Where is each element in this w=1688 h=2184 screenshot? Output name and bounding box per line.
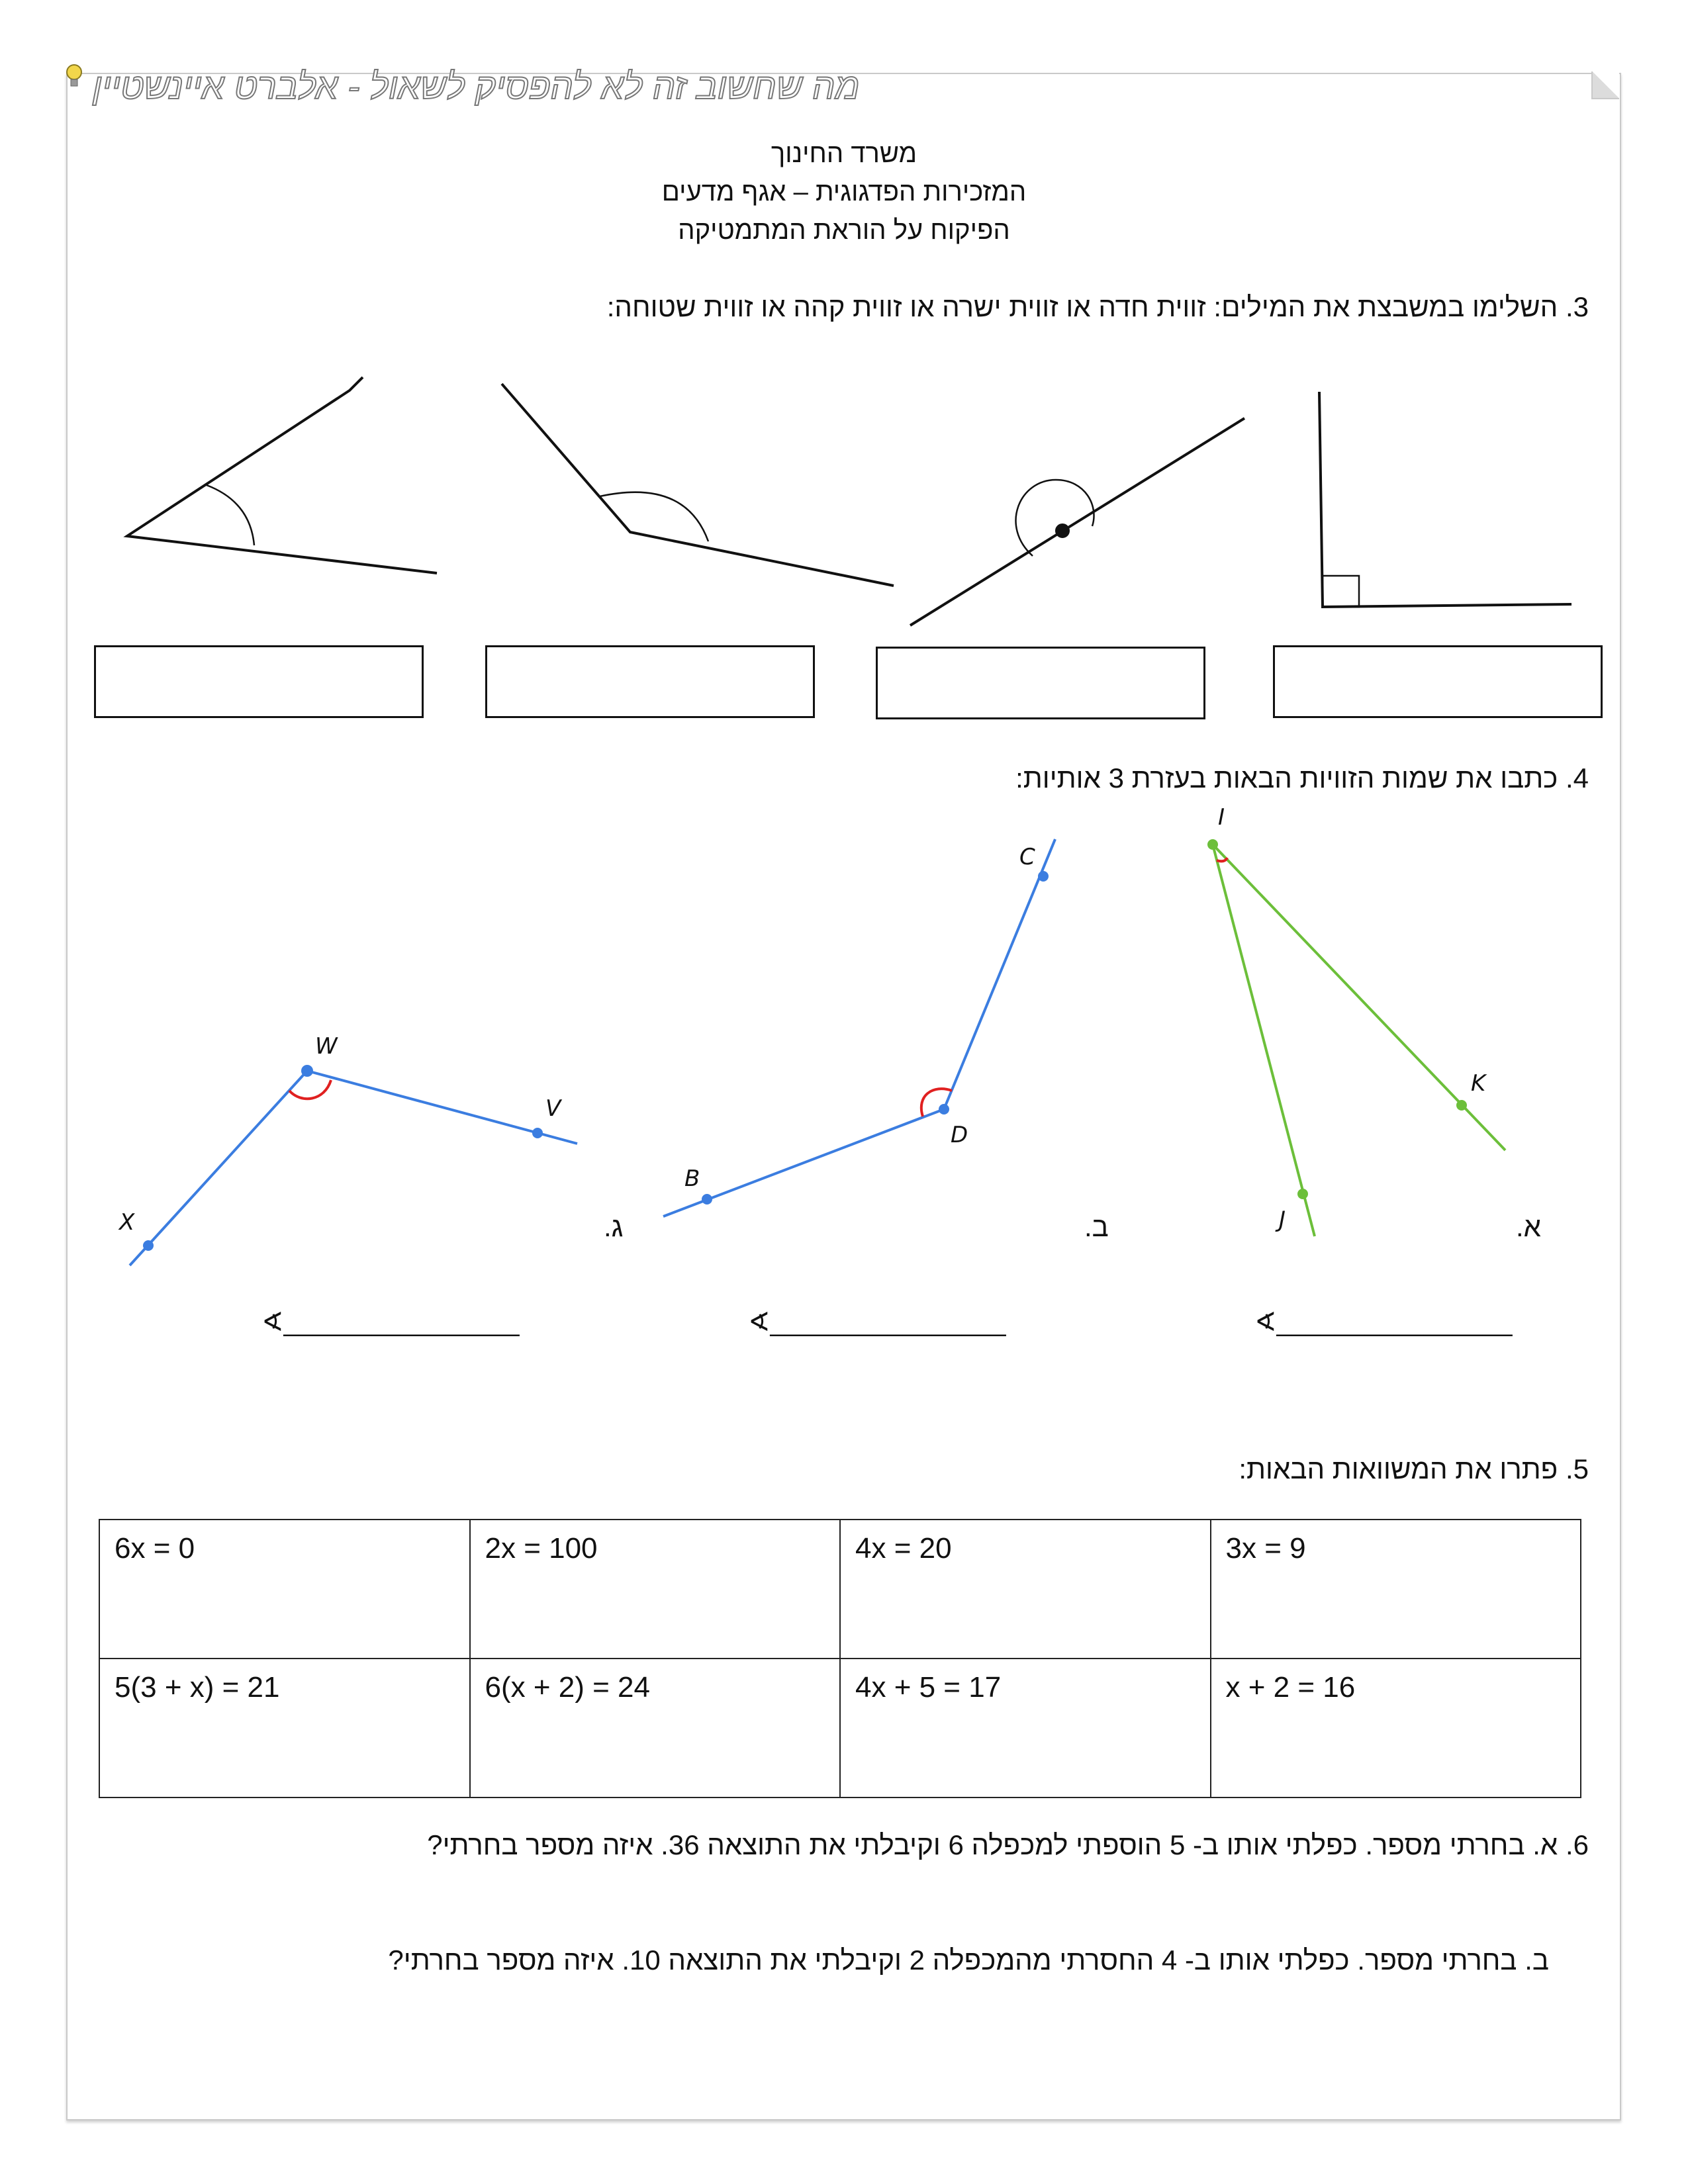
equation-cell[interactable]: 6x = 0 [99, 1520, 470, 1659]
answer-line-a[interactable]: ∢________________ [1254, 1308, 1513, 1337]
equation-cell[interactable]: 5(3 + x) = 21 [99, 1659, 470, 1797]
equation-cell[interactable]: 3x = 9 [1211, 1520, 1581, 1659]
point-label-d: D [951, 1122, 968, 1148]
point-label-w: W [315, 1033, 338, 1060]
equation-cell[interactable]: 6(x + 2) = 24 [470, 1659, 841, 1797]
point-label-b: B [684, 1165, 700, 1192]
angle-cdb [663, 839, 1055, 1216]
lightbulb-icon [65, 64, 83, 90]
header-ministry: משרד החינוך [771, 139, 917, 168]
header-secretariat: המזכירות הפדגוגית – אגף מדעים [661, 177, 1027, 206]
page-fold-corner [1591, 71, 1619, 99]
table-row [99, 1520, 1581, 1659]
part-b-label: ב. [1084, 1211, 1109, 1242]
answer-box-3[interactable] [876, 647, 1205, 719]
equation-cell[interactable]: x + 2 = 16 [1211, 1659, 1581, 1797]
equation-cell[interactable]: 4x = 20 [840, 1520, 1211, 1659]
question-5-text: 5. פתרו את המשוואות הבאות: [1239, 1453, 1589, 1484]
point-label-v: V [545, 1095, 561, 1122]
acute-angle [127, 377, 437, 573]
question-6b-text: ב. בחרתי מספר. כפלתי אותו ב- 4 החסרתי מהמכפלה 2 וקיבלתי את התוצאה 10. איזה מספר בחרתי? [388, 1944, 1549, 1976]
header-supervision: הפיקוח על הוראת המתמטיקה [678, 216, 1010, 245]
answer-box-2[interactable] [485, 645, 815, 718]
answer-box-4[interactable] [1273, 645, 1603, 718]
answer-line-c[interactable]: ∢________________ [261, 1308, 520, 1337]
point-label-k: K [1471, 1070, 1486, 1097]
question-4-text: 4. כתבו את שמות הזוויות הבאות בעזרת 3 אותיות: [1015, 762, 1589, 794]
obtuse-angle [502, 384, 894, 586]
angle-ikj [1207, 804, 1505, 1236]
equations-table [99, 1519, 1581, 1798]
point-label-x: X [119, 1209, 135, 1236]
angles-figure [0, 357, 1688, 649]
answer-line-b[interactable]: ∢________________ [748, 1308, 1006, 1337]
straight-angle [910, 418, 1244, 625]
table-row [99, 1659, 1581, 1797]
point-label-j: J [1279, 1206, 1286, 1233]
point-label-c: C [1019, 844, 1035, 870]
point-label-i: I [1218, 804, 1225, 831]
question-3-text: 3. השלימו במשבצת את המילים: זווית חדה או זווית ישרה או זווית קהה או זווית שטוחה: [606, 291, 1589, 322]
question-6a-text: 6. א. בחרתי מספר. כפלתי אותו ב- 5 הוספתי למכפלה 6 וקיבלתי את התוצאה 36. איזה מספר בחרתי? [427, 1829, 1589, 1860]
answer-box-1[interactable] [94, 645, 424, 718]
right-angle [1319, 392, 1571, 607]
equation-cell[interactable]: 2x = 100 [470, 1520, 841, 1659]
angle-wvx [118, 1033, 577, 1265]
part-c-label: ג. [604, 1211, 624, 1242]
part-a-label: א. [1516, 1211, 1542, 1242]
equation-cell[interactable]: 4x + 5 = 17 [840, 1659, 1211, 1797]
einstein-motto: מה שחשוב זה לא להפסיק לשאול - אלברט איינשטיין [93, 67, 860, 107]
named-angles-figure [0, 794, 1688, 1284]
